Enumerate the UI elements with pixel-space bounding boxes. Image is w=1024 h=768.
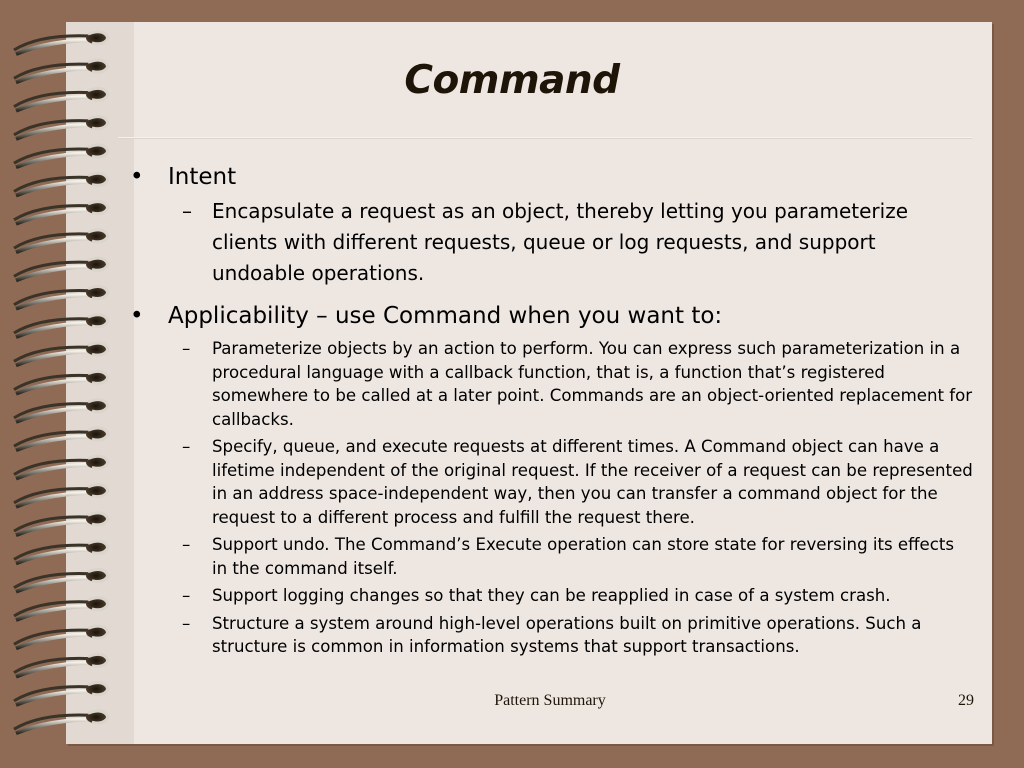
spiral-binding-graphic <box>0 8 135 746</box>
binding-ring <box>14 32 108 54</box>
binding-ring <box>14 371 108 393</box>
dash-glyph: – <box>182 613 191 633</box>
binding-ring <box>14 173 108 195</box>
sub-bullet-text: Encapsulate a request as an object, thereby letting you parameterize clients with different requests, queue or log requests, and support undoable operations. <box>212 199 909 285</box>
dash-glyph: – <box>182 586 191 605</box>
binding-ring <box>14 569 108 591</box>
binding-ring <box>14 286 108 308</box>
sub-bullet <box>128 584 973 608</box>
sub-bullet <box>128 196 973 289</box>
binding-ring <box>14 202 108 224</box>
dash-glyph: – <box>182 437 191 456</box>
sub-bullet-text: Support logging changes so that they can be reapplied in case of a system crash. <box>212 586 891 605</box>
binding-ring <box>14 513 108 535</box>
binding-ring <box>14 654 108 676</box>
binding-ring <box>14 315 108 337</box>
binding-ring <box>14 258 108 280</box>
binding-ring <box>14 145 108 167</box>
sub-bullet <box>128 435 973 529</box>
slide-body <box>128 162 973 659</box>
binding-ring <box>14 598 108 620</box>
footer-label: Pattern Summary <box>494 692 606 709</box>
bullet-label: Intent <box>168 164 237 190</box>
bullet-glyph: • <box>130 164 144 190</box>
dash-glyph: – <box>182 535 191 554</box>
binding-ring <box>14 456 108 478</box>
bullet-glyph: • <box>130 303 144 329</box>
bullet-applicability <box>128 301 973 331</box>
binding-ring <box>14 485 108 507</box>
binding-ring <box>14 626 108 648</box>
sub-bullet-text: Specify, queue, and execute requests at different times. A Command object can have a lifetime independent of the original request. If the receiver of a request can be represented in an address space-independent way, then you can transfer a command object for the request to a different process and fulfill the request there. <box>212 437 973 527</box>
binding-ring <box>14 711 108 733</box>
sub-bullet-text: Parameterize objects by an action to perform. You can express such parameterization in a procedural language with a callback function, that is, a function that’s registered somewhere to be called at a later point. Commands are an object-oriented replacement for callbacks. <box>212 339 973 429</box>
binding-ring <box>14 428 108 450</box>
binding-ring <box>14 541 108 563</box>
sub-bullet <box>128 337 973 431</box>
page-number: 29 <box>958 692 974 709</box>
sub-bullet-text: Structure a system around high-level operations built on primitive operations. Such a structure is common in information systems that support transactions. <box>212 613 922 656</box>
binding-ring <box>14 117 108 139</box>
binding-ring <box>14 400 108 422</box>
sub-bullet <box>128 612 973 659</box>
title-divider <box>118 137 972 139</box>
slide-title: Command <box>404 58 620 103</box>
sub-bullet <box>128 533 973 580</box>
dash-glyph: – <box>182 199 192 223</box>
dash-glyph: – <box>182 339 191 358</box>
bullet-intent <box>128 162 973 192</box>
sub-bullet-text: Support undo. The Command’s Execute operation can store state for reversing its effects in the command itself. <box>212 535 955 578</box>
binding-ring <box>14 230 108 252</box>
bullet-label: Applicability – use Command when you want to: <box>168 303 723 329</box>
binding-ring <box>14 343 108 365</box>
